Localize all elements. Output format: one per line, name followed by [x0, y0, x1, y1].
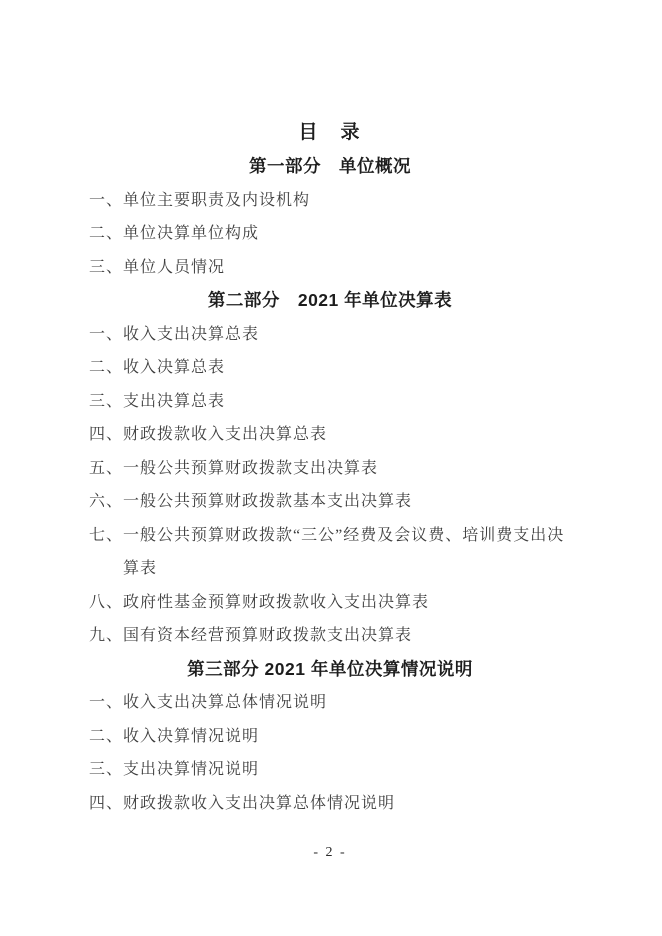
section-heading: 第二部分 2021 年单位决算表 — [207, 290, 453, 310]
toc-item: 三、支出决算总表 — [89, 392, 226, 410]
toc-item: 二、单位决算单位构成 — [89, 225, 260, 242]
toc-sections — [89, 150, 571, 820]
toc-item: 六、一般公共预算财政拨款基本支出决算表 — [89, 493, 413, 510]
toc-item: 五、一般公共预算财政拨款支出决算表 — [89, 459, 379, 477]
toc-item: 七、一般公共预算财政拨款“三公”经费及会议费、培训费支出决算表 — [89, 526, 565, 577]
toc-item: 四、财政拨款收入支出决算总表 — [89, 426, 328, 443]
toc-item: 二、收入决算情况说明 — [89, 727, 260, 745]
toc-content — [89, 116, 571, 820]
page-number: - 2 - — [313, 845, 347, 860]
toc-item: 一、收入支出决算总体情况说明 — [89, 694, 328, 711]
toc-item: 八、政府性基金预算财政拨款收入支出决算表 — [89, 593, 430, 611]
toc-item: 二、收入决算总表 — [89, 359, 226, 376]
toc-item: 九、国有资本经营预算财政拨款支出决算表 — [89, 627, 413, 644]
toc-title: 目 录 — [298, 122, 362, 143]
toc-item: 三、单位人员情况 — [89, 258, 226, 276]
section-heading: 第三部分 2021 年单位决算情况说明 — [187, 658, 473, 679]
section-heading: 第一部分 单位概况 — [249, 156, 411, 176]
toc-item: 一、收入支出决算总表 — [89, 325, 260, 343]
toc-item: 三、支出决算情况说明 — [89, 761, 260, 778]
toc-item: 一、单位主要职责及内设机构 — [89, 191, 311, 209]
toc-item: 四、财政拨款收入支出决算总体情况说明 — [89, 794, 396, 812]
